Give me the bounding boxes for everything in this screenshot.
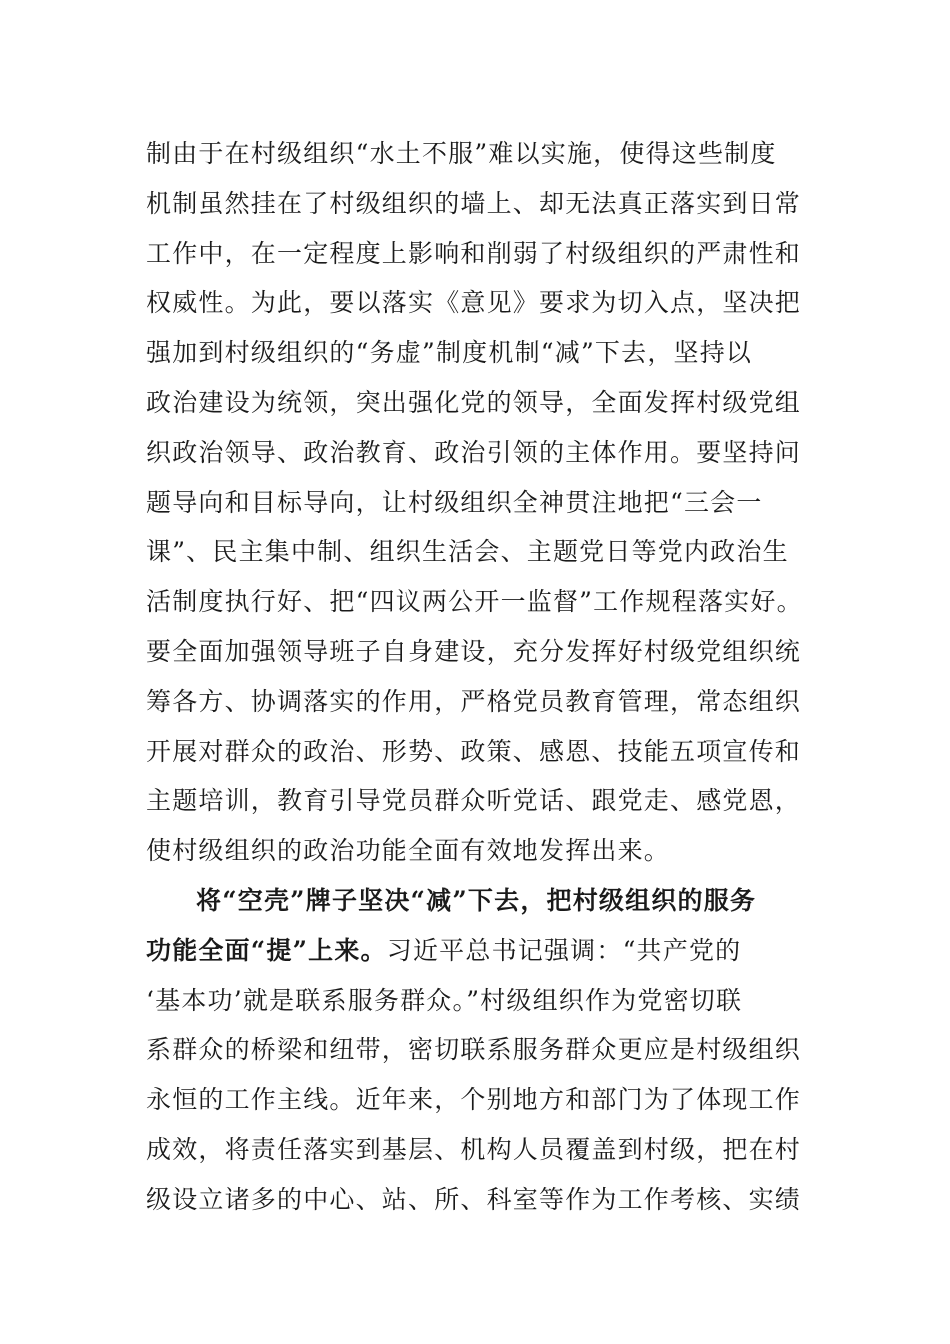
text-line: 强加到村级组织的“务虚”制度机制“减”下去，坚持以: [146, 338, 753, 368]
text-line: 工作中，在一定程度上影响和削弱了村级组织的严肃性和: [146, 238, 802, 268]
text-line: 筹各方、协调落实的作用，严格党员教育管理，常态组织: [146, 686, 802, 716]
text-line: 机制虽然挂在了村级组织的墙上、却无法真正落实到日常: [146, 188, 802, 218]
section-heading-continued: [146, 926, 806, 976]
text-line: 织政治领导、政治教育、政治引领的主体作用。要坚持问: [146, 437, 802, 467]
paragraph-start: 习近平总书记强调：“共产党的: [386, 935, 742, 965]
text-line: 政治建设为统领，突出强化党的领导，全面发挥村级党组: [146, 387, 802, 417]
text-line: 成效，将责任落实到基层、机构人员覆盖到村级，把在村: [146, 1134, 802, 1164]
text-line: 制由于在村级组织“水土不服”难以实施，使得这些制度: [146, 139, 777, 168]
text-line: 课”、民主集中制、组织生活会、主题党日等党内政治生: [146, 537, 789, 567]
text-line: 级设立诸多的中心、站、所、科室等作为工作考核、实绩: [146, 1184, 802, 1214]
section-heading: 将“空壳”牌子坚决“减”下去，把村级组织的服务: [196, 885, 757, 915]
text-line: 永恒的工作主线。近年来，个别地方和部门为了体现工作: [146, 1085, 802, 1115]
body-text: [146, 129, 806, 1225]
text-line: 开展对群众的政治、形势、政策、感恩、技能五项宣传和: [146, 736, 802, 766]
section-heading-end: 功能全面“提”上来。: [146, 935, 387, 965]
text-line: 要全面加强领导班子自身建设，充分发挥好村级党组织统: [146, 636, 802, 666]
text-line: 系群众的桥梁和纽带，密切联系服务群众更应是村级组织: [146, 1035, 802, 1065]
text-line: 题导向和目标导向，让村级组织全神贯注地把“三会一: [146, 487, 763, 517]
text-line: 权威性。为此，要以落实《意见》要求为切入点，坚决把: [146, 288, 802, 318]
text-line: 主题培训，教育引导党员群众听党话、跟党走、感党恩，: [146, 786, 802, 816]
text-line: 活制度执行好、把“四议两公开一监督”工作规程落实好。: [146, 587, 803, 617]
text-line: ‘基本功’就是联系服务群众。”村级组织作为党密切联: [146, 985, 743, 1015]
text-line: 使村级组织的政治功能全面有效地发挥出来。: [146, 836, 671, 866]
